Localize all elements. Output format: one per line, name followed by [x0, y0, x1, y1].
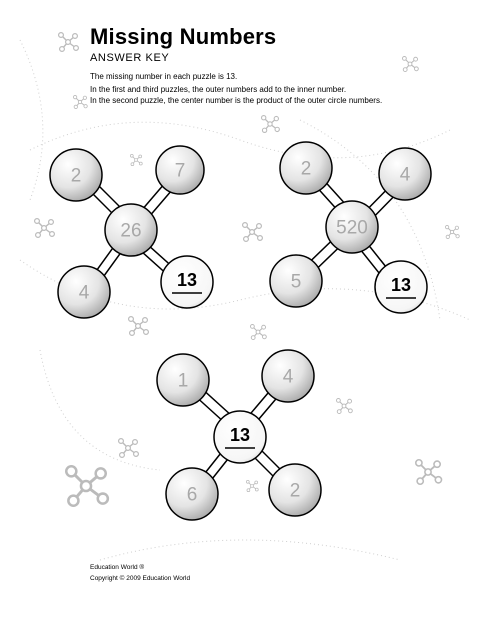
puzzle-1-bottom-left-number: 4: [78, 282, 90, 304]
puzzle-3: [157, 350, 321, 520]
puzzle-3-answer-number: 13: [229, 425, 251, 445]
puzzle-2: [270, 142, 431, 313]
page-title: Missing Numbers: [90, 24, 277, 49]
footer-brand: Education World ®: [90, 564, 145, 571]
puzzle-2-bottom-left-number: 5: [290, 271, 302, 293]
puzzle-2-top-left-number: 2: [300, 158, 312, 180]
instruction-line-2: In the first and third puzzles, the outer numbers add to the inner number.: [90, 85, 347, 94]
instruction-line-1: The missing number in each puzzle is 13.: [90, 72, 238, 81]
puzzle-2-top-right-number: 4: [399, 164, 411, 186]
puzzle-1-answer-number: 13: [176, 270, 198, 290]
puzzle-3-bottom-right-number: 2: [289, 480, 301, 502]
puzzle-3-bottom-left-number: 6: [186, 484, 198, 506]
puzzle-3-top-right-number: 4: [282, 366, 294, 388]
page-subtitle: ANSWER KEY: [90, 52, 170, 64]
puzzle-1-center-number: 26: [120, 220, 142, 242]
instruction-line-3: In the second puzzle, the center number is the product of the outer circle numbers.: [90, 96, 383, 105]
puzzle-2-answer-number: 13: [390, 275, 412, 295]
puzzle-1-top-left-number: 2: [70, 165, 82, 187]
puzzle-3-top-left-number: 1: [177, 370, 189, 392]
puzzle-1: [50, 146, 213, 318]
puzzle-1-top-right-number: 7: [174, 160, 186, 182]
footer-copyright: Copyright © 2009 Education World: [90, 575, 191, 582]
puzzle-2-center-number: 520: [336, 217, 368, 239]
